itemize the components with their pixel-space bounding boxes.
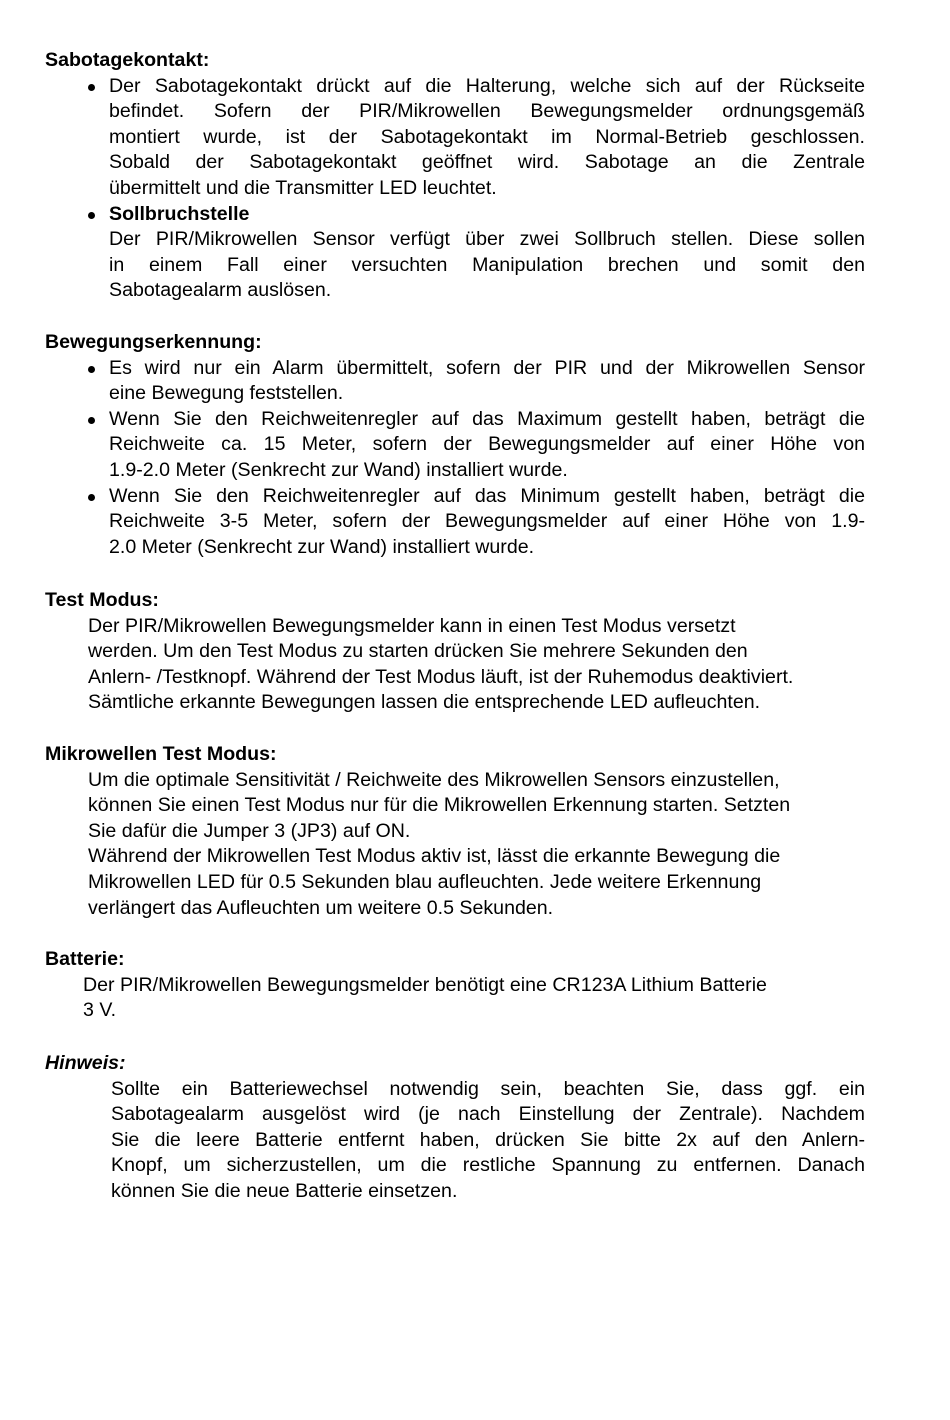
section-motion [45,330,865,560]
text-line: eine Bewegung feststellen. [109,382,344,405]
section-test-mode [45,588,865,716]
bullet-list-sabotage [45,74,865,304]
paragraph-note [45,1077,865,1205]
text-line: Der PIR/Mikrowellen Bewegungsmelder benötigt eine CR123A Lithium Batterie [83,973,767,996]
text-line: Sollte ein Batteriewechsel notwendig sein, beachten Sie, dass ggf. ein [111,1077,865,1100]
text-line: können Sie die neue Batterie einsetzen. [111,1179,458,1202]
bullet-dot [88,84,95,91]
text-line: Wenn Sie den Reichweitenregler auf das Minimum gestellt haben, beträgt die [109,484,865,507]
bullet-dot [88,417,95,424]
bullet-break-point [45,202,865,304]
text-line: Es wird nur ein Alarm übermittelt, sofern der PIR und der Mikrowellen Sensor [109,356,865,379]
text-line: Sie die leere Batterie entfernt haben, drücken Sie bitte 2x auf den Anlern- [111,1128,865,1151]
text-line: montiert wurde, ist der Sabotagekontakt im Normal-Betrieb geschlossen. [109,125,865,148]
text-line: werden. Um den Test Modus zu starten drücken Sie mehrere Sekunden den [88,640,748,663]
text-line: Reichweite 3-5 Meter, sofern der Bewegungsmelder auf einer Höhe von 1.9- [109,510,865,533]
bullet-dot [88,212,95,219]
text-line: können Sie einen Test Modus nur für die Mikrowellen Erkennung starten. Setzten [88,794,791,817]
section-heading-motion: Bewegungserkennung: [45,331,262,353]
bullet-dot [88,494,95,501]
text-line: Während der Mikrowellen Test Modus aktiv ist, lässt die erkannte Bewegung die [88,845,781,868]
text-line: 2.0 Meter (Senkrecht zur Wand) installiert wurde. [109,535,535,558]
text-line: Um die optimale Sensitivität / Reichweite des Mikrowellen Sensors einzustellen, [88,768,780,791]
text-line: befindet. Sofern der PIR/Mikrowellen Bewegungsmelder ordnungsgemäß [109,100,865,123]
section-heading-note: Hinweis: [45,1052,126,1074]
text-line: Reichweite ca. 15 Meter, sofern der Bewegungsmelder auf einer Höhe von [109,433,865,456]
text-line: Der PIR/Mikrowellen Bewegungsmelder kann in einen Test Modus versetzt [88,614,736,637]
bullet-motion-1 [45,356,865,407]
bullet-title-break-point: Sollbruchstelle [109,202,250,225]
text-line: Der Sabotagekontakt drückt auf die Halterung, welche sich auf der Rückseite [109,74,865,97]
paragraph-microwave-test [45,768,865,922]
text-line: in einem Fall einer versuchten Manipulation brechen und somit den [109,253,865,276]
bullet-list-motion [45,356,865,561]
section-sabotage [45,48,865,304]
text-line: übermittelt und die Transmitter LED leuchtet. [109,176,497,199]
text-line: Sie dafür die Jumper 3 (JP3) auf ON. [88,819,411,842]
section-microwave-test [45,742,865,921]
bullet-motion-2 [45,407,865,484]
text-line: Sobald der Sabotagekontakt geöffnet wird. Sabotage an die Zentrale [109,151,865,174]
section-heading-battery: Batterie: [45,948,125,970]
text-line: 1.9-2.0 Meter (Senkrecht zur Wand) installiert wurde. [109,458,568,481]
paragraph-test-mode [45,614,865,716]
bullet-dot [88,366,95,373]
text-line: Sabotagealarm ausgelöst wird (je nach Einstellung der Zentrale). Nachdem [111,1103,865,1126]
section-battery [45,947,865,1024]
section-note [45,1051,865,1205]
section-heading-test-mode: Test Modus: [45,589,159,611]
text-line: Der PIR/Mikrowellen Sensor verfügt über zwei Sollbruch stellen. Diese sollen [109,228,865,251]
text-line: Sämtliche erkannte Bewegungen lassen die entsprechende LED aufleuchten. [88,691,761,714]
text-line: Wenn Sie den Reichweitenregler auf das Maximum gestellt haben, beträgt die [109,407,865,430]
text-line: Knopf, um sicherzustellen, um die restliche Spannung zu entfernen. Danach [111,1154,865,1177]
text-line: Mikrowellen LED für 0.5 Sekunden blau aufleuchten. Jede weitere Erkennung [88,870,762,893]
section-heading-microwave-test: Mikrowellen Test Modus: [45,743,277,765]
text-line: Anlern- /Testknopf. Während der Test Modus läuft, ist der Ruhemodus deaktiviert. [88,665,794,688]
text-line: Sabotagealarm auslösen. [109,279,332,302]
paragraph-battery [45,973,865,1024]
section-heading-sabotage: Sabotagekontakt: [45,49,210,71]
bullet-motion-3 [45,484,865,561]
text-line: verlängert das Aufleuchten um weitere 0.5 Sekunden. [88,896,554,919]
text-line: 3 V. [83,999,117,1022]
bullet-sabotage-contact [45,74,865,202]
